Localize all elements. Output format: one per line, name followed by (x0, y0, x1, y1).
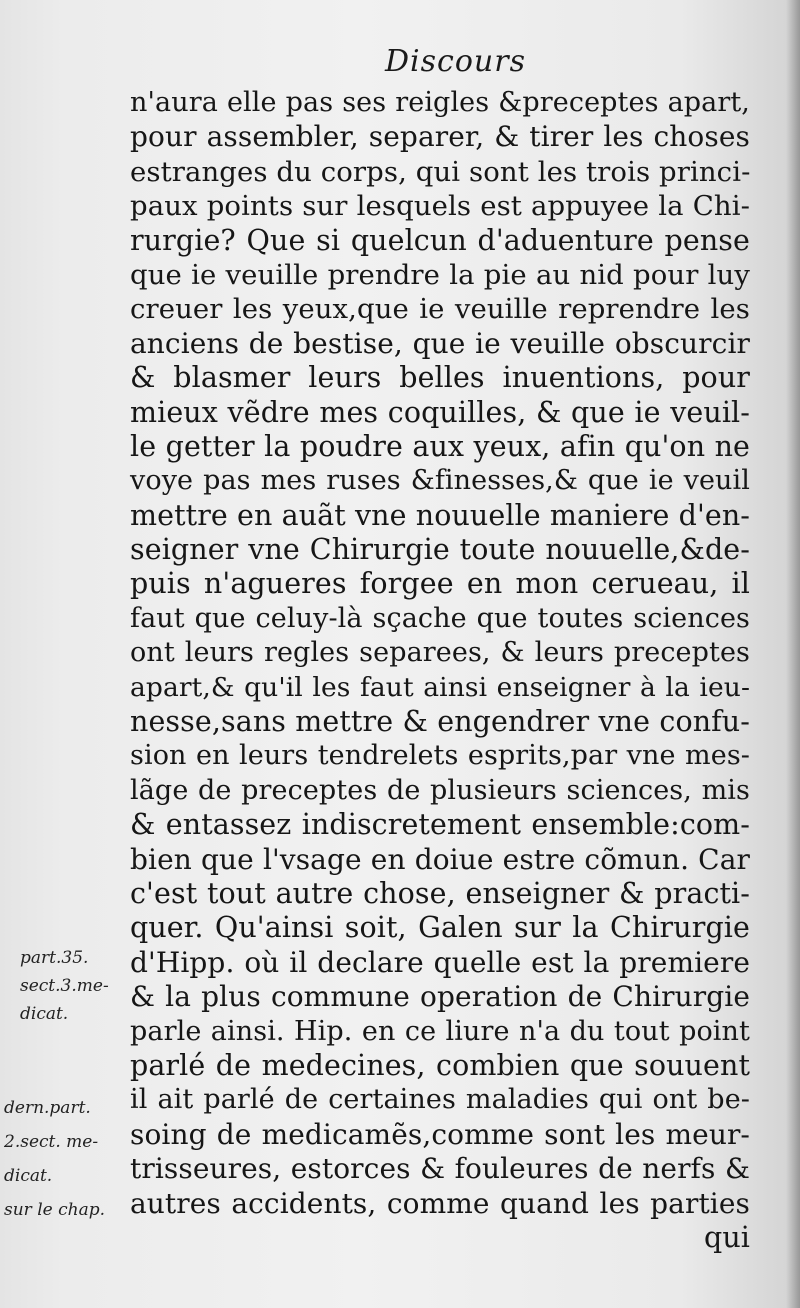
running-head: Discours (385, 44, 526, 79)
text-line: anciens de bestise, que ie veuille obscurcir (130, 326, 750, 360)
text-line: estranges du corps, qui sont les trois princi- (130, 155, 751, 188)
text-line: & entassez indiscretement ensemble:com- (130, 808, 750, 842)
text-line: mieux vẽdre mes coquilles, & que ie veuil- (130, 395, 750, 429)
text-line: mettre en auãt vne nouuelle maniere d'en- (130, 498, 751, 532)
body-text (130, 86, 750, 1255)
text-line: autres accidents, comme quand les parties (130, 1186, 750, 1220)
text-line: apart,& qu'il les faut ainsi enseigner à la ieu- (130, 671, 750, 703)
text-line: quer. Qu'ainsi soit, Galen sur la Chirurgie (130, 911, 750, 945)
text-line: lãge de preceptes de plusieurs sciences, mis (130, 774, 750, 806)
margin-note: sur le chap. (4, 1200, 105, 1220)
text-line: parlé de medecines, combien que souuent (130, 1048, 750, 1082)
text-line: paux points sur lesquels est appuyee la Chi- (130, 190, 750, 223)
text-line: pour assembler, separer, & tirer les choses (130, 120, 750, 154)
text-line: & la plus commune operation de Chirurgie (130, 980, 750, 1014)
margin-note: dern.part. (4, 1098, 91, 1118)
text-line: creuer les yeux,que ie veuille reprendre les (130, 293, 750, 326)
margin-note: 2.sect. me- (4, 1132, 99, 1152)
text-line: & blasmer leurs belles inuentions, pour (130, 361, 750, 395)
text-line: n'aura elle pas ses reigles &preceptes apart, (130, 87, 750, 118)
text-line: nesse,sans mettre & engendrer vne confu- (130, 705, 750, 739)
text-line: parle ainsi. Hip. en ce liure n'a du tout point (130, 1015, 750, 1047)
margin-note: dicat. (4, 1166, 53, 1186)
text-line: faut que celuy-là sçache que toutes sciences (130, 602, 750, 634)
text-line: seigner vne Chirurgie toute nouuelle,&de- (130, 533, 750, 567)
text-line: trisseures, estorces & fouleures de nerfs & (130, 1152, 750, 1186)
text-line: d'Hipp. où il declare quelle est la premiere (130, 945, 750, 979)
text-line: sion en leurs tendrelets esprits,par vne mes- (130, 740, 750, 772)
text-line: ont leurs regles separees, & leurs preceptes (130, 637, 750, 669)
text-line: que ie veuille prendre la pie au nid pour luy (130, 258, 750, 291)
catchword: qui (703, 1220, 750, 1254)
margin-note: part.35. (20, 948, 89, 968)
text-line: bien que l'vsage en doiue estre cõmun. Car (130, 842, 750, 876)
text-line: c'est tout autre chose, enseigner & practi- (130, 876, 750, 910)
text-line: voye pas mes ruses &finesses,& que ie veuil (130, 465, 750, 497)
margin-note: dicat. (20, 1004, 69, 1024)
text-line: le getter la poudre aux yeux, afin qu'on ne (130, 429, 750, 463)
text-line: puis n'agueres forgee en mon cerueau, il (130, 567, 750, 601)
text-line: soing de medicamẽs,comme sont les meur- (130, 1117, 750, 1151)
text-line: rurgie? Que si quelcun d'aduenture pense (130, 223, 750, 257)
text-line: il ait parlé de certaines maladies qui ont be- (130, 1084, 750, 1116)
margin-note: sect.3.me- (20, 976, 109, 996)
